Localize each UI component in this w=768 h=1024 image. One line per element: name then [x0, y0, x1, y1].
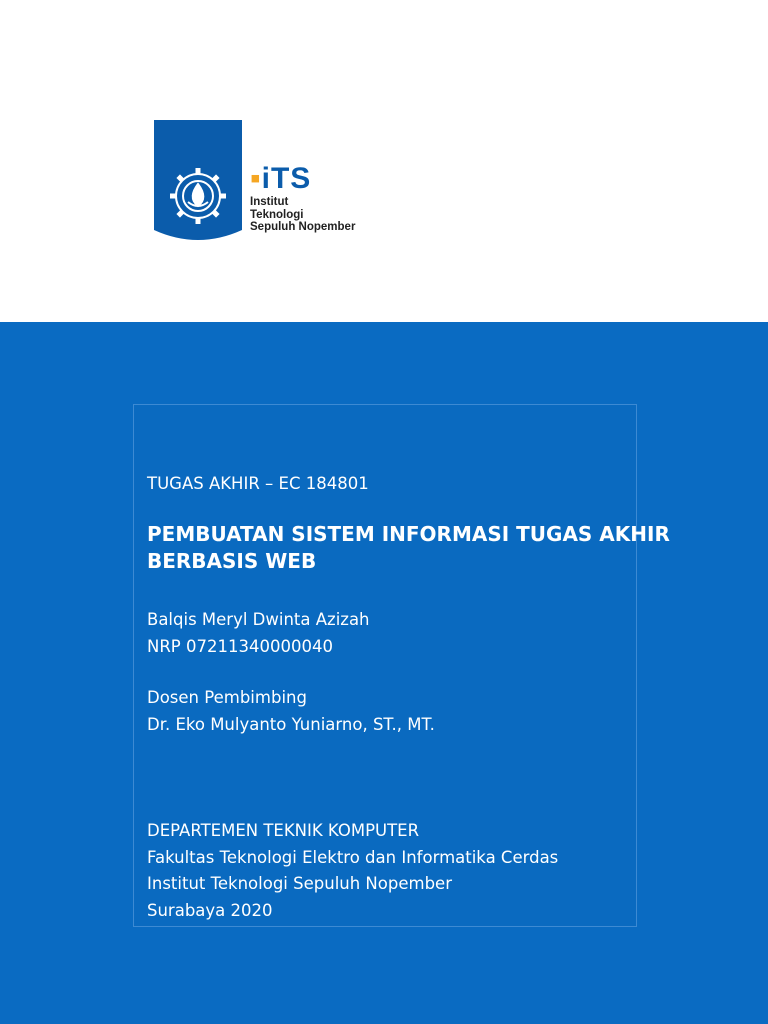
- institute: Institut Teknologi Sepuluh Nopember: [147, 874, 452, 893]
- its-wordmark: [250, 164, 311, 194]
- department: DEPARTEMEN TEKNIK KOMPUTER: [147, 821, 420, 840]
- its-logo: [154, 120, 369, 245]
- header-area: [0, 0, 768, 322]
- wordmark-text: iTS: [261, 162, 312, 195]
- document-title-line-1: PEMBUATAN SISTEM INFORMASI TUGAS AKHIR: [147, 522, 670, 546]
- its-emblem-icon: [154, 120, 242, 242]
- logo-line-2: Teknologi: [250, 208, 304, 221]
- institute-logo-subtitle: [250, 196, 375, 234]
- author-nrp: NRP 07211340000040: [147, 637, 333, 656]
- document-code: TUGAS AKHIR – EC 184801: [147, 474, 369, 493]
- logo-line-3: Sepuluh Nopember: [250, 221, 356, 233]
- supervisor-name: Dr. Eko Mulyanto Yuniarno, ST., MT.: [147, 715, 435, 734]
- supervisor-label: Dosen Pembimbing: [147, 688, 307, 707]
- city-year: Surabaya 2020: [147, 901, 273, 920]
- wordmark-dot: ▪: [250, 162, 262, 195]
- document-title-line-2: BERBASIS WEB: [147, 549, 317, 573]
- logo-line-1: Institut: [250, 196, 289, 208]
- author-name: Balqis Meryl Dwinta Azizah: [147, 610, 370, 629]
- faculty: Fakultas Teknologi Elektro dan Informatika Cerdas: [147, 848, 559, 867]
